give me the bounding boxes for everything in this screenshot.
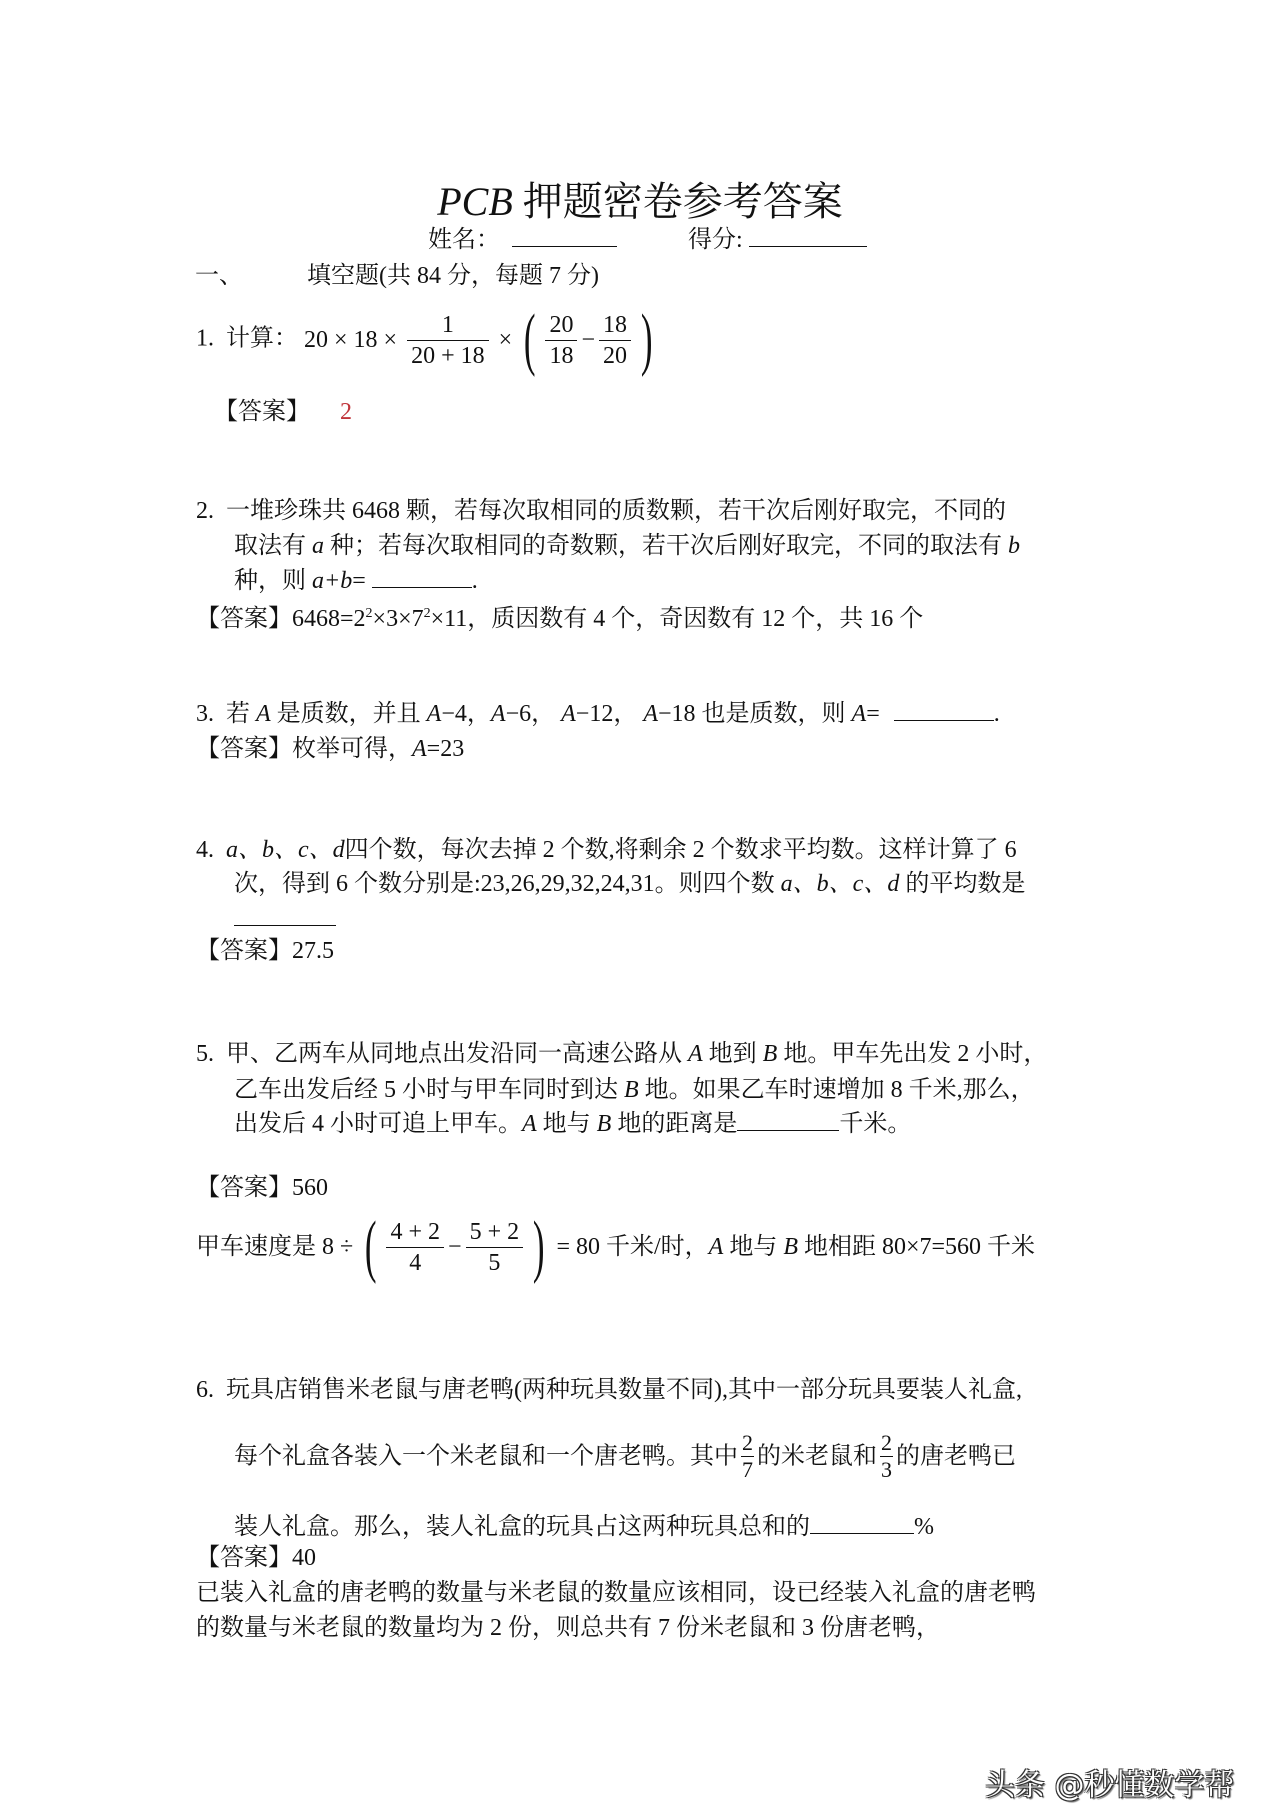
q1-expression: 20 × 18 × (304, 327, 398, 353)
question-2-line-1: 2. 一堆珍珠共 6468 颗，若每次取相同的质数颗，若干次后刚好取完，不同的 (196, 498, 1006, 524)
q6-explanation-line-2: 的数量与米老鼠的数量均为 2 份，则总共有 7 份米老鼠和 3 份唐老鸭， (196, 1615, 940, 1641)
page-title (0, 170, 1280, 227)
q3-answer: 【答案】枚举可得，A=23 (196, 736, 465, 762)
q5-fraction-1: $\frac{4 + 2}{4}$ (386, 1217, 444, 1278)
q2-blank (372, 586, 472, 588)
section-title: 填空题(共 84 分，每题 7 分) (307, 263, 599, 289)
q1-prefix: 计算： (226, 325, 298, 352)
q6-fraction-1: $\frac{2}{7}$ (742, 1430, 753, 1482)
q5-blank (737, 1129, 839, 1131)
question-6-line-1: 6. 玩具店销售米老鼠与唐老鸭(两种玩具数量不同),其中一部分玩具要装人礼盒, (196, 1377, 1022, 1403)
q1-minus: − (581, 327, 596, 353)
question-2-line-3: 种，则 a+b= . (234, 568, 478, 594)
right-paren: ) (640, 301, 653, 378)
question-1 (196, 301, 658, 378)
q5-fraction-2: $\frac{5 + 2}{5}$ (466, 1217, 524, 1278)
q1-fraction-2: $\frac{20}{18}$ (545, 310, 577, 371)
name-label: 姓名： (428, 227, 500, 253)
section-header (195, 262, 599, 290)
left-paren: ( (524, 301, 536, 378)
watermark: 头条 @秒懂数学帮 (985, 1768, 1235, 1803)
question-5-line-2: 乙车出发后经 5 小时与甲车同时到达 B 地。如果乙车时速增加 8 千米,那么， (234, 1077, 1035, 1103)
q6-answer: 【答案】40 (196, 1545, 316, 1571)
question-4-line-2: 次，得到 6 个数分别是:23,26,29,32,24,31。则四个数 a、b、c、d 的平均数是 (234, 871, 1026, 897)
q1-answer (214, 398, 352, 426)
name-blank (512, 245, 617, 247)
q4-answer: 【答案】27.5 (196, 938, 334, 964)
q6-blank (810, 1532, 914, 1534)
q1-fraction-3: $\frac{18}{20}$ (599, 310, 631, 371)
question-2-line-2: 取法有 a 种；若每次取相同的奇数颗，若干次后刚好取完，不同的取法有 b (234, 533, 1020, 559)
question-5-line-3: 出发后 4 小时可追上甲车。A 地与 B 地的距离是 千米。 (234, 1111, 912, 1137)
q6-explanation-line-1: 已装入礼盒的唐老鸭的数量与米老鼠的数量应该相同，设已经装入礼盒的唐老鸭 (196, 1580, 1036, 1606)
score-blank (749, 245, 867, 247)
title-latin: PCB (437, 179, 513, 224)
q1-number: 1. (196, 325, 214, 352)
left-paren: ( (365, 1208, 377, 1285)
question-6-line-2: 每个礼盒各装入一个米老鼠和一个唐老鸭。其中 $\frac{2}{7}$ 的米老鼠和 $\frac{2}{3}$ 的唐老鸭已 (234, 1430, 1016, 1482)
section-number: 一、 (195, 263, 243, 289)
answer-label: 【答案】 (214, 399, 310, 425)
title-chinese: 押题密卷参考答案 (522, 179, 843, 224)
right-paren: ) (532, 1208, 545, 1285)
q5-solution: 甲车速度是 8 ÷ ( $\frac{4 + 2}{4}$ − $\frac{5 + 2}{5}$ ) = 80 千米/时，A 地与 B 地相距 80×7=560 千米 (196, 1208, 1036, 1285)
q4-blank (234, 925, 336, 926)
q3-blank (894, 719, 994, 721)
q1-answer-value: 2 (340, 399, 352, 425)
question-6-line-3: 装人礼盒。那么，装人礼盒的玩具占这两种玩具总和的 % (234, 1514, 934, 1540)
question-4-line-1: 4. a、b、c、d四个数，每次去掉 2 个数,将剩余 2 个数求平均数。这样计算了 6 (196, 837, 1017, 863)
question-3: 3. 若 A 是质数，并且 A−4，A−6， A−12， A−18 也是质数，则 A= . (196, 701, 1000, 727)
q2-answer: 【答案】$6468=2^2\times 3\times 7^2\times 11$，质因数有 4 个，奇因数有 12 个，共 16 个 (196, 606, 924, 632)
q6-fraction-2: $\frac{2}{3}$ (881, 1430, 892, 1482)
q1-times: × (498, 327, 513, 353)
q2-number: 2. (196, 498, 214, 524)
q5-answer: 【答案】560 (196, 1175, 328, 1201)
score-label: 得分: (688, 227, 743, 253)
question-5-line-1: 5. 甲、乙两车从同地点出发沿同一高速公路从 A 地到 B 地。甲车先出发 2 小时， (196, 1041, 1048, 1067)
score-field (688, 226, 867, 254)
q1-fraction-1: $\frac{1}{20 + 18}$ (407, 310, 489, 371)
name-field (428, 226, 617, 254)
